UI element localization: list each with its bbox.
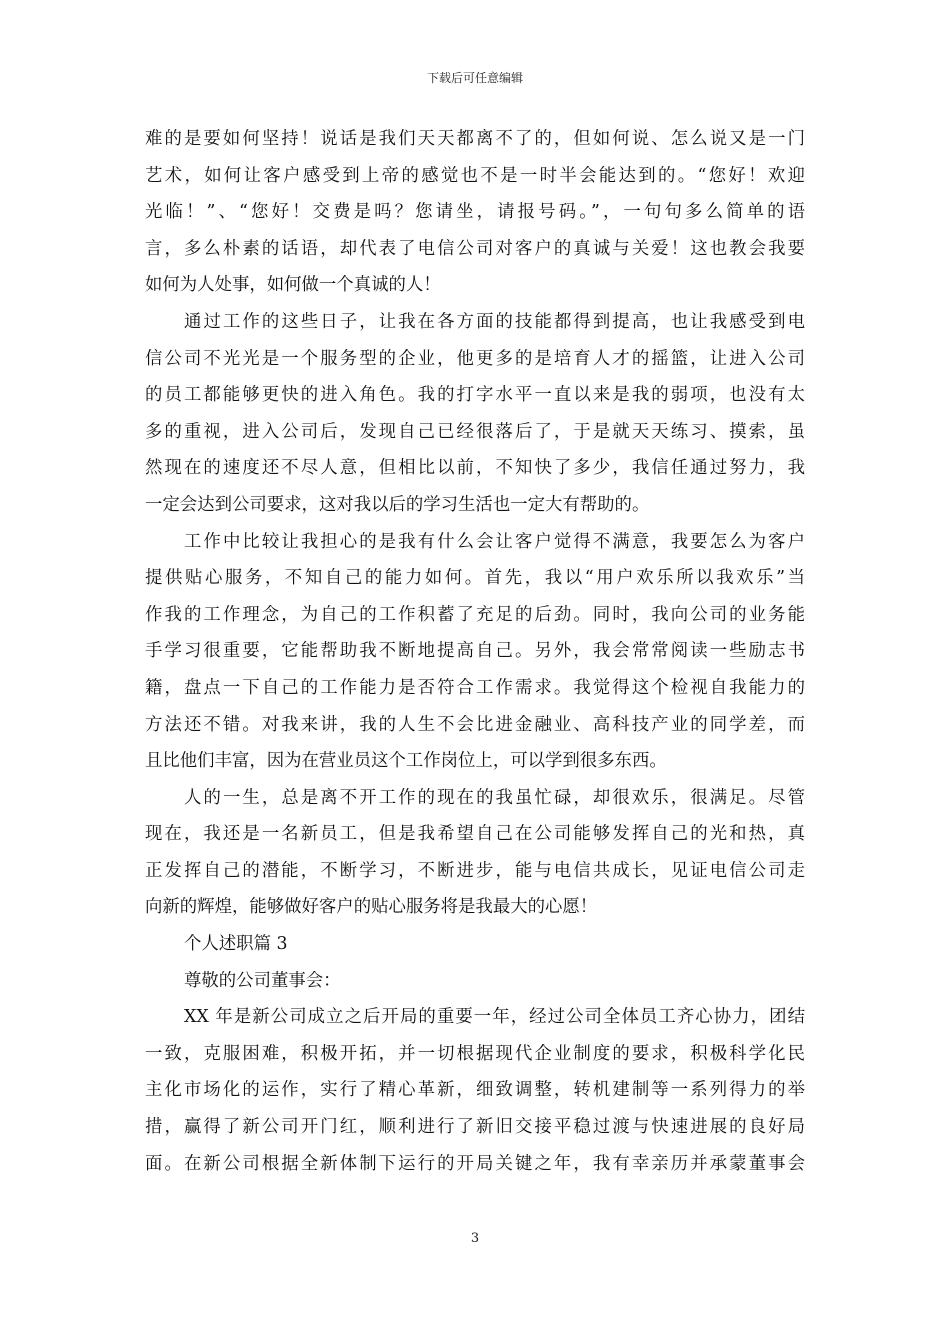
text-line: 通过工作的这些日子，让我在各方面的技能都得到提高，也让我感受到电: [184, 311, 805, 332]
text-line: 向新的辉煌，能够做好客户的贴心服务将是我最大的心愿！: [145, 897, 598, 918]
text-line: 一致，克服困难，积极开拓，并一切根据现代企业制度的要求，积极科学化民: [145, 1043, 805, 1064]
page-header: 下载后可任意编辑: [426, 71, 523, 85]
text-line: 现在，我还是一名新员工，但是我希望自己在公司能够发挥自己的光和热，真: [145, 824, 805, 845]
text-line: 然现在的速度还不尽人意，但相比以前，不知快了多少，我信任通过努力，我: [145, 458, 805, 479]
text-line: 且比他们丰富，因为在营业员这个工作岗位上，可以学到很多东西。: [145, 751, 667, 772]
text-line: 尊敬的公司董事会：: [184, 970, 341, 991]
paragraph: [145, 524, 805, 780]
text-line: 籍，盘点一下自己的工作能力是否符合工作需求。我觉得这个检视自我能力的: [145, 677, 805, 698]
text-line: 主化市场化的运作，实行了精心革新，细致调整，转机建制等一系列得力的举: [145, 1080, 805, 1101]
paragraph: [145, 999, 805, 1182]
text-line: 个人述职篇 3: [184, 934, 288, 955]
paragraph: [145, 780, 805, 926]
text-line: 如何为人处事，如何做一个真诚的人！: [145, 275, 441, 296]
text-line: 艺术，如何让客户感受到上帝的感觉也不是一时半会能达到的。“您好！欢迎: [145, 165, 805, 186]
text-line: 手学习很重要，它能帮助我不断地提高自己。另外，我会常常阅读一些励志书: [145, 641, 805, 662]
paragraph: [145, 121, 805, 304]
page-number: 3: [470, 1231, 480, 1246]
text-line: 作我的工作理念，为自己的工作积蓄了充足的后劲。同时，我向公司的业务能: [145, 604, 805, 625]
paragraph: [145, 304, 805, 524]
text-line: 提供贴心服务，不知自己的能力如何。首先，我以“用户欢乐所以我欢乐”当: [145, 568, 805, 589]
text-line: 的员工都能够更快的进入角色。我的打字水平一直以来是我的弱项，也没有太: [145, 385, 805, 406]
paragraph: [145, 963, 805, 1000]
text-line: XX 年是新公司成立之后开局的重要一年，经过公司全体员工齐心协力，团结: [184, 1007, 805, 1028]
text-line: 光临！”、“您好！交费是吗？您请坐，请报号码。”，一句句多么简单的语: [145, 202, 805, 223]
document-body: [145, 121, 805, 1182]
paragraph: [145, 926, 805, 963]
text-line: 一定会达到公司要求，这对我以后的学习生活也一定大有帮助的。: [145, 494, 650, 515]
text-line: 难的是要如何坚持！说话是我们天天都离不了的，但如何说、怎么说又是一门: [145, 129, 805, 149]
text-line: 言，多么朴素的话语，却代表了电信公司对客户的真诚与关爱！这也教会我要: [145, 238, 805, 259]
text-line: 人的一生，总是离不开工作的现在的我虽忙碌，却很欢乐，很满足。尽管: [184, 787, 805, 808]
text-line: 措，赢得了新公司开门红，顺利进行了新旧交接平稳过渡与快速进展的良好局: [145, 1117, 805, 1138]
text-line: 方法还不错。对我来讲，我的人生不会比进金融业、高科技产业的同学差，而: [145, 714, 805, 735]
text-line: 信公司不光光是一个服务型的企业，他更多的是培育人才的摇篮，让进入公司: [145, 348, 805, 369]
text-line: 正发挥自己的潜能，不断学习，不断进步，能与电信共成长，见证电信公司走: [145, 860, 805, 881]
text-line: 面。在新公司根据全新体制下运行的开局关键之年，我有幸亲历并承蒙董事会: [145, 1153, 805, 1174]
text-line: 多的重视，进入公司后，发现自己已经很落后了，于是就天天练习、摸索，虽: [145, 421, 805, 442]
text-line: 工作中比较让我担心的是我有什么会让客户觉得不满意，我要怎么为客户: [184, 531, 805, 552]
